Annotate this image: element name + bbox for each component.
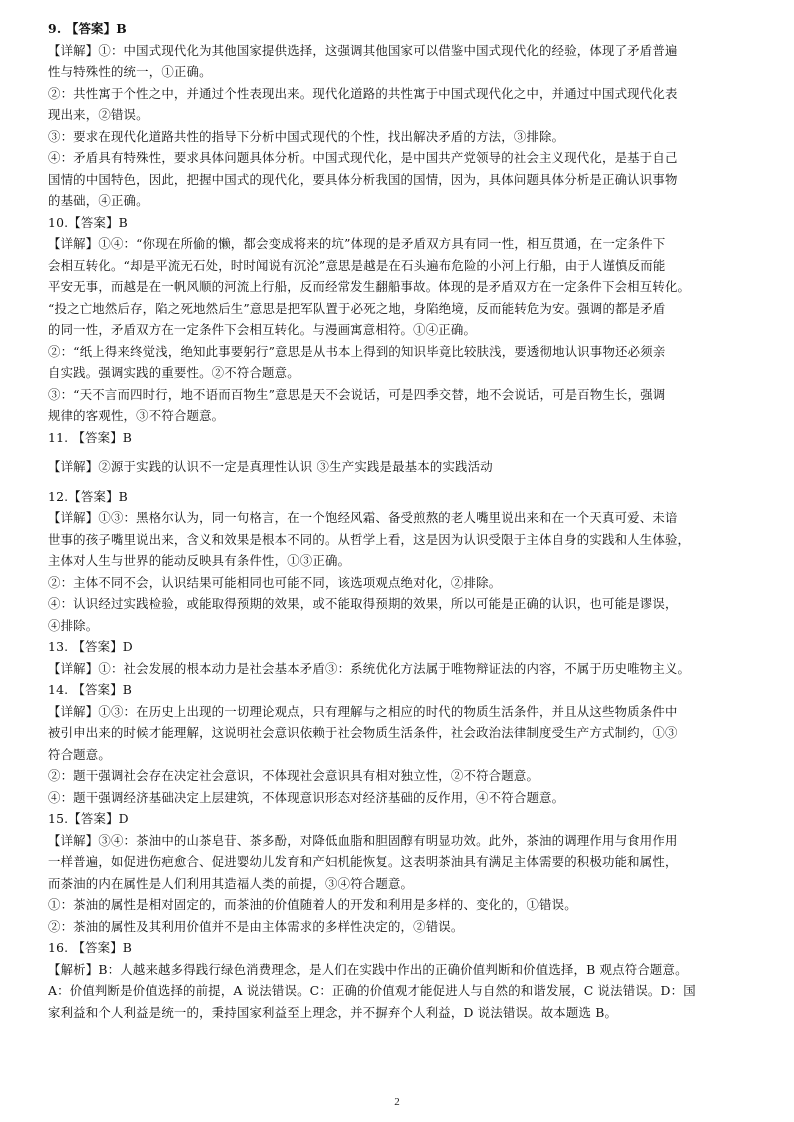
page-number: 2: [394, 1096, 400, 1108]
q12-explanation: 主体对人生与世界的能动反映具有条件性，①③正确。: [48, 553, 351, 568]
q9-explanation: 国情的中国特色，因此，把握中国式的现代化，要具体分析我国的国情，因为，具体问题具体分析是正确认识事物: [48, 171, 678, 187]
q10-header: 10.【答案】B: [48, 214, 128, 230]
q9-explanation: 性与特殊性的统一，①正确。: [48, 64, 212, 79]
q12-explanation: ④：认识经过实践检验，或能取得预期的效果，或不能取得预期的效果，所以可能是正确的认识，也可能是谬误，: [48, 596, 678, 611]
q10-explanation: 平安无事，而越是在一帆风顺的河流上行船，反而经常发生翻船事故。体现的是矛盾双方在一定条件下会相互转化。: [48, 279, 691, 294]
q11-header: 11. 【答案】B: [48, 429, 133, 445]
q16-header: 16. 【答案】B: [48, 940, 133, 955]
q15-explanation: 一样普遍，如促进伤疤愈合、促进婴幼儿发育和产妇机能恢复。这表明茶油具有满足主体需要的积极功能和属性，: [48, 854, 678, 869]
q16-explanation: 【解析】B：人越来越多得践行绿色消费理念，是人们在实践中作出的正确价值判断和价值选择，B 观点符合题意。: [48, 961, 688, 977]
q16-explanation: A：价值判断是价值选择的前提，A 说法错误。C：正确的价值观才能促进人与自然的和谐发展，C 说法错误。D：国: [48, 983, 696, 998]
q12-explanation: 世事的孩子嘴里说出来，含义和效果是根本不同的。从哲学上看，这是因为认识受限于主体自身的实践和人生体验，: [48, 531, 691, 547]
q10-explanation: 会相互转化。“却是平流无石处，时时闻说有沉沦”意思是越是在石头遍布危险的小河上行船，由于人谨慎反而能: [48, 257, 666, 273]
q9-explanation: ②：共性寓于个性之中，并通过个性表现出来。现代化道路的共性寓于中国式现代化之中，并通过中国式现代化表: [48, 85, 678, 101]
q9-explanation: ③：要求在现代化道路共性的指导下分析中国式现代的个性，找出解决矛盾的方法，③排除。: [48, 128, 565, 144]
q10-explanation: ②：“纸上得来终觉浅，绝知此事要躬行”意思是从书本上得到的知识毕竟比较肤浅，要透彻地认识事物还必须亲: [48, 343, 666, 359]
q9-explanation: 现出来，②错误。: [48, 107, 149, 122]
q14-explanation: 符合题意。: [48, 746, 111, 762]
q13-header: 13. 【答案】D: [48, 639, 133, 654]
q14-header: 14. 【答案】B: [48, 682, 133, 697]
q12-explanation: ②：主体不同不会，认识结果可能相同也可能不同，该选项观点绝对化，②排除。: [48, 574, 502, 590]
q14-explanation: 【详解】①③：在历史上出现的一切理论观点，只有理解与之相应的时代的物质生活条件，并且从这些物质条件中: [48, 703, 678, 719]
q12-explanation: 【详解】①③：黑格尔认为，同一句格言，在一个饱经风霜、备受煎熬的老人嘴里说出来和在一个天真可爱、未谙: [48, 510, 678, 525]
q12-explanation: ④排除。: [48, 617, 99, 633]
q14-explanation: ②：题干强调社会存在决定社会意识，不体现社会意识具有相对独立性，②不符合题意。: [48, 768, 540, 783]
q10-explanation: ③：“天不言而四时行，地不语而百物生”意思是天不会说话，可是四季交替，地不会说话，可是百物生长，强调: [48, 386, 666, 402]
q10-explanation: 自实践。强调实践的重要性。②不符合题意。: [48, 365, 300, 380]
q13-explanation: 【详解】①：社会发展的根本动力是社会基本矛盾③：系统优化方法属于唯物辩证法的内容，不属于历史唯物主义。: [48, 660, 691, 676]
q14-explanation: 被引申出来的时候才能理解，这说明社会意识依赖于社会物质生活条件，社会政治法律制度受生产方式制约，①③: [48, 725, 678, 740]
q10-explanation: “投之亡地然后存，陷之死地然后生”意思是把军队置于必死之地，身陷绝境，反而能转危为安。强调的都是矛盾: [48, 300, 666, 316]
q12-header: 12.【答案】B: [48, 488, 128, 504]
q9-header: 9. 【答案】B: [48, 21, 127, 36]
q9-explanation: 【详解】①：中国式现代化为其他国家提供选择，这强调其他国家可以借鉴中国式现代化的经验，体现了矛盾普遍: [48, 42, 678, 58]
answer-page: [48, 18, 760, 1023]
q15-explanation: 【详解】③④：茶油中的山茶皂苷、茶多酚，对降低血脂和胆固醇有明显功效。此外，茶油的调理作用与食用作用: [48, 832, 678, 848]
q15-explanation: ②：茶油的属性及其利用价值并不是由主体需求的多样性决定的，②错误。: [48, 918, 464, 934]
q10-explanation: 的同一性，矛盾双方在一定条件下会相互转化。与漫画寓意相符。①④正确。: [48, 322, 477, 337]
q10-explanation: 规律的客观性，③不符合题意。: [48, 408, 225, 423]
q15-explanation: ①：茶油的属性是相对固定的，而茶油的价值随着人的开发和利用是多样的、变化的，①错误。: [48, 897, 577, 912]
q9-explanation: ④：矛盾具有特殊性，要求具体问题具体分析。中国式现代化，是中国共产党领导的社会主义现代化，是基于自己: [48, 150, 678, 165]
q10-explanation: 【详解】①④：“你现在所偷的懒，都会变成将来的坑”体现的是矛盾双方具有同一性，相互贯通，在一定条件下: [48, 236, 666, 251]
q15-header: 15.【答案】D: [48, 811, 129, 826]
q16-explanation: 家利益和个人利益是统一的，秉持国家利益至上理念，并不摒弃个人利益，D 说法错误。故本题选 B。: [48, 1004, 618, 1020]
q15-explanation: 而茶油的内在属性是人们利用其造福人类的前提，③④符合题意。: [48, 875, 414, 891]
q9-explanation: 的基础，④正确。: [48, 193, 149, 208]
q14-explanation: ④：题干强调经济基础决定上层建筑，不体现意识形态对经济基础的反作用，④不符合题意。: [48, 789, 565, 805]
q11-explanation: 【详解】②源于实践的认识不一定是真理性认识 ③生产实践是最基本的实践活动: [48, 459, 493, 474]
